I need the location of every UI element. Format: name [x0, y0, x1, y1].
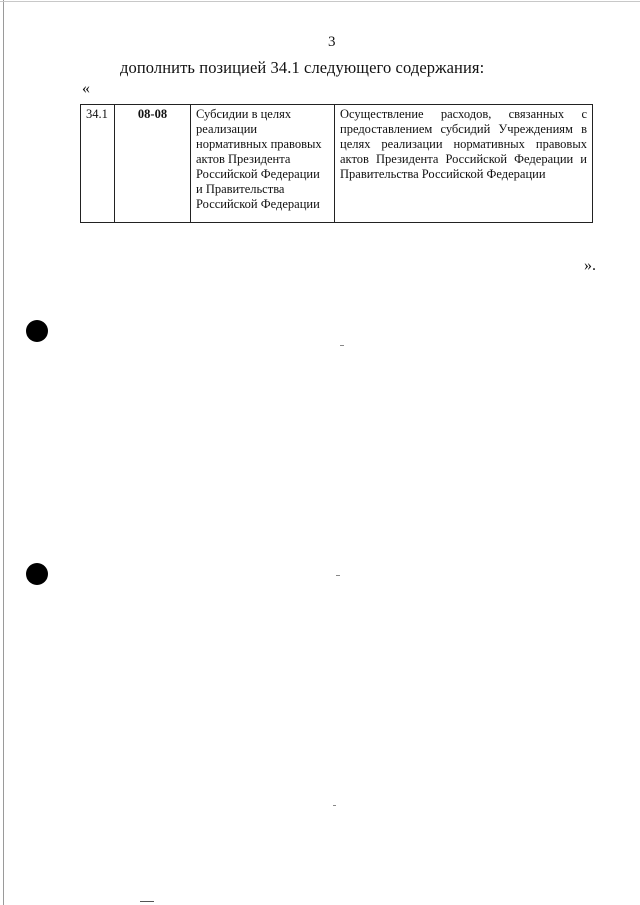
page-edge-top: [0, 1, 640, 2]
table-row: [81, 105, 593, 223]
page-number: 3: [328, 34, 336, 50]
scan-speck: [336, 575, 340, 576]
scan-speck: [140, 901, 154, 902]
close-quote: ».: [584, 257, 596, 274]
open-quote: «: [82, 80, 90, 97]
binder-hole: [26, 563, 48, 585]
description-cell: Осуществление расходов, связанных с предоставлением субсидий Учреждениям в целях реализации нормативных правовых актов Президента Российской Федерации и Правительства Российской Федерации: [335, 105, 593, 223]
intro-text: дополнить позицией 34.1 следующего содержания:: [120, 58, 485, 77]
scan-speck: [340, 345, 344, 346]
code-cell: 08-08: [115, 105, 191, 223]
scan-speck: [333, 805, 336, 806]
page-edge: [3, 0, 4, 905]
position-table: [80, 104, 593, 223]
name-cell: Субсидии в целях реализации нормативных правовых актов Президента Российской Федерации и Правительства Российской Федерации: [191, 105, 335, 223]
position-number-cell: 34.1: [81, 105, 115, 223]
binder-hole: [26, 320, 48, 342]
